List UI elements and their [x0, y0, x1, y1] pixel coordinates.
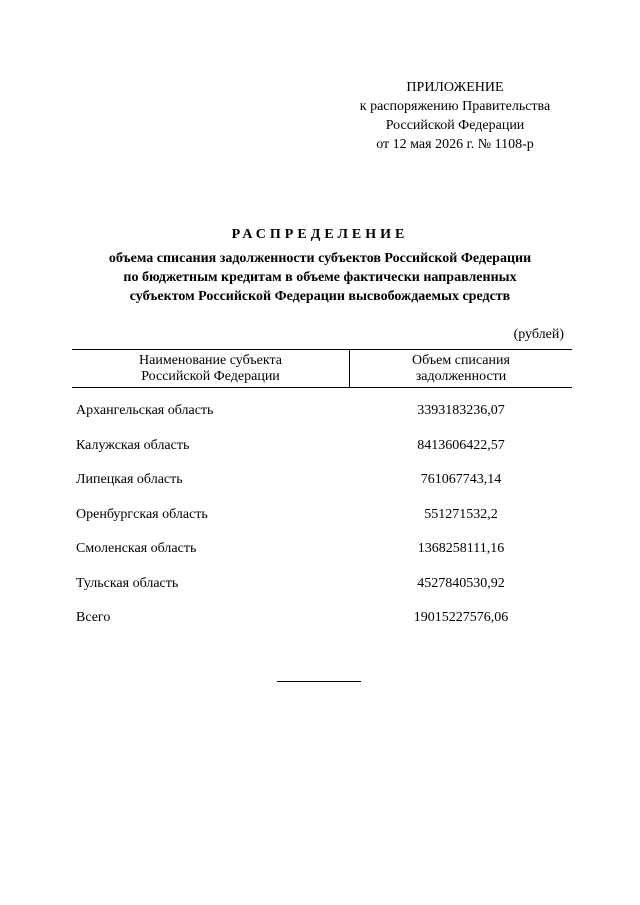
- table-row: [76, 472, 572, 507]
- table-row-total: [76, 610, 572, 645]
- table-row: [76, 541, 572, 576]
- currency-unit: (рублей): [513, 327, 564, 342]
- appendix-label: ПРИЛОЖЕНИЕ: [406, 80, 504, 95]
- region-name: Архангельская область: [76, 403, 214, 418]
- total-amount: 19015227576,06: [413, 610, 509, 625]
- table-row: [76, 403, 572, 438]
- column-header-line: Объем списания: [412, 353, 510, 368]
- table-row: [76, 576, 572, 611]
- appendix-order-ref: к распоряжению Правительства: [359, 99, 551, 114]
- subtitle-line: субъектом Российской Федерации высвобождаемых средств: [129, 289, 511, 304]
- writeoff-amount: 551271532,2: [424, 506, 498, 522]
- document-end-divider: [277, 681, 361, 682]
- column-header-subject: [72, 353, 349, 385]
- appendix-header: [340, 78, 570, 154]
- region-name: Липецкая область: [76, 472, 183, 487]
- writeoff-amount: 1368258111,16: [417, 541, 505, 556]
- region-name: Оренбургская область: [76, 506, 208, 522]
- writeoff-amount: 8413606422,57: [417, 437, 505, 453]
- table-body: [76, 403, 572, 645]
- region-name: Смоленская область: [76, 541, 197, 556]
- writeoff-amount: 761067743,14: [420, 472, 502, 487]
- table-row: [76, 507, 572, 542]
- document-subtitle: [60, 249, 580, 306]
- table-row: [76, 438, 572, 473]
- total-label: Всего: [76, 610, 111, 625]
- region-name: Калужская область: [76, 437, 190, 453]
- column-header-amount: [350, 353, 572, 385]
- subtitle-line: объема списания задолженности субъектов Российской Федерации: [108, 251, 532, 266]
- column-header-line: Российской Федерации: [141, 369, 280, 384]
- table-header: [72, 349, 572, 388]
- appendix-date-number: от 12 мая 2026 г. № 1108-р: [376, 137, 534, 152]
- appendix-government: Российской Федерации: [385, 118, 525, 133]
- subtitle-line: по бюджетным кредитам в объеме фактически направленных: [123, 270, 517, 285]
- column-header-line: Наименование субъекта: [139, 353, 282, 368]
- writeoff-amount: 3393183236,07: [417, 403, 505, 418]
- column-header-line: задолженности: [415, 369, 507, 384]
- writeoff-amount: 4527840530,92: [417, 575, 505, 591]
- region-name: Тульская область: [76, 575, 179, 591]
- document-title: РАСПРЕДЕЛЕНИЕ: [231, 227, 409, 242]
